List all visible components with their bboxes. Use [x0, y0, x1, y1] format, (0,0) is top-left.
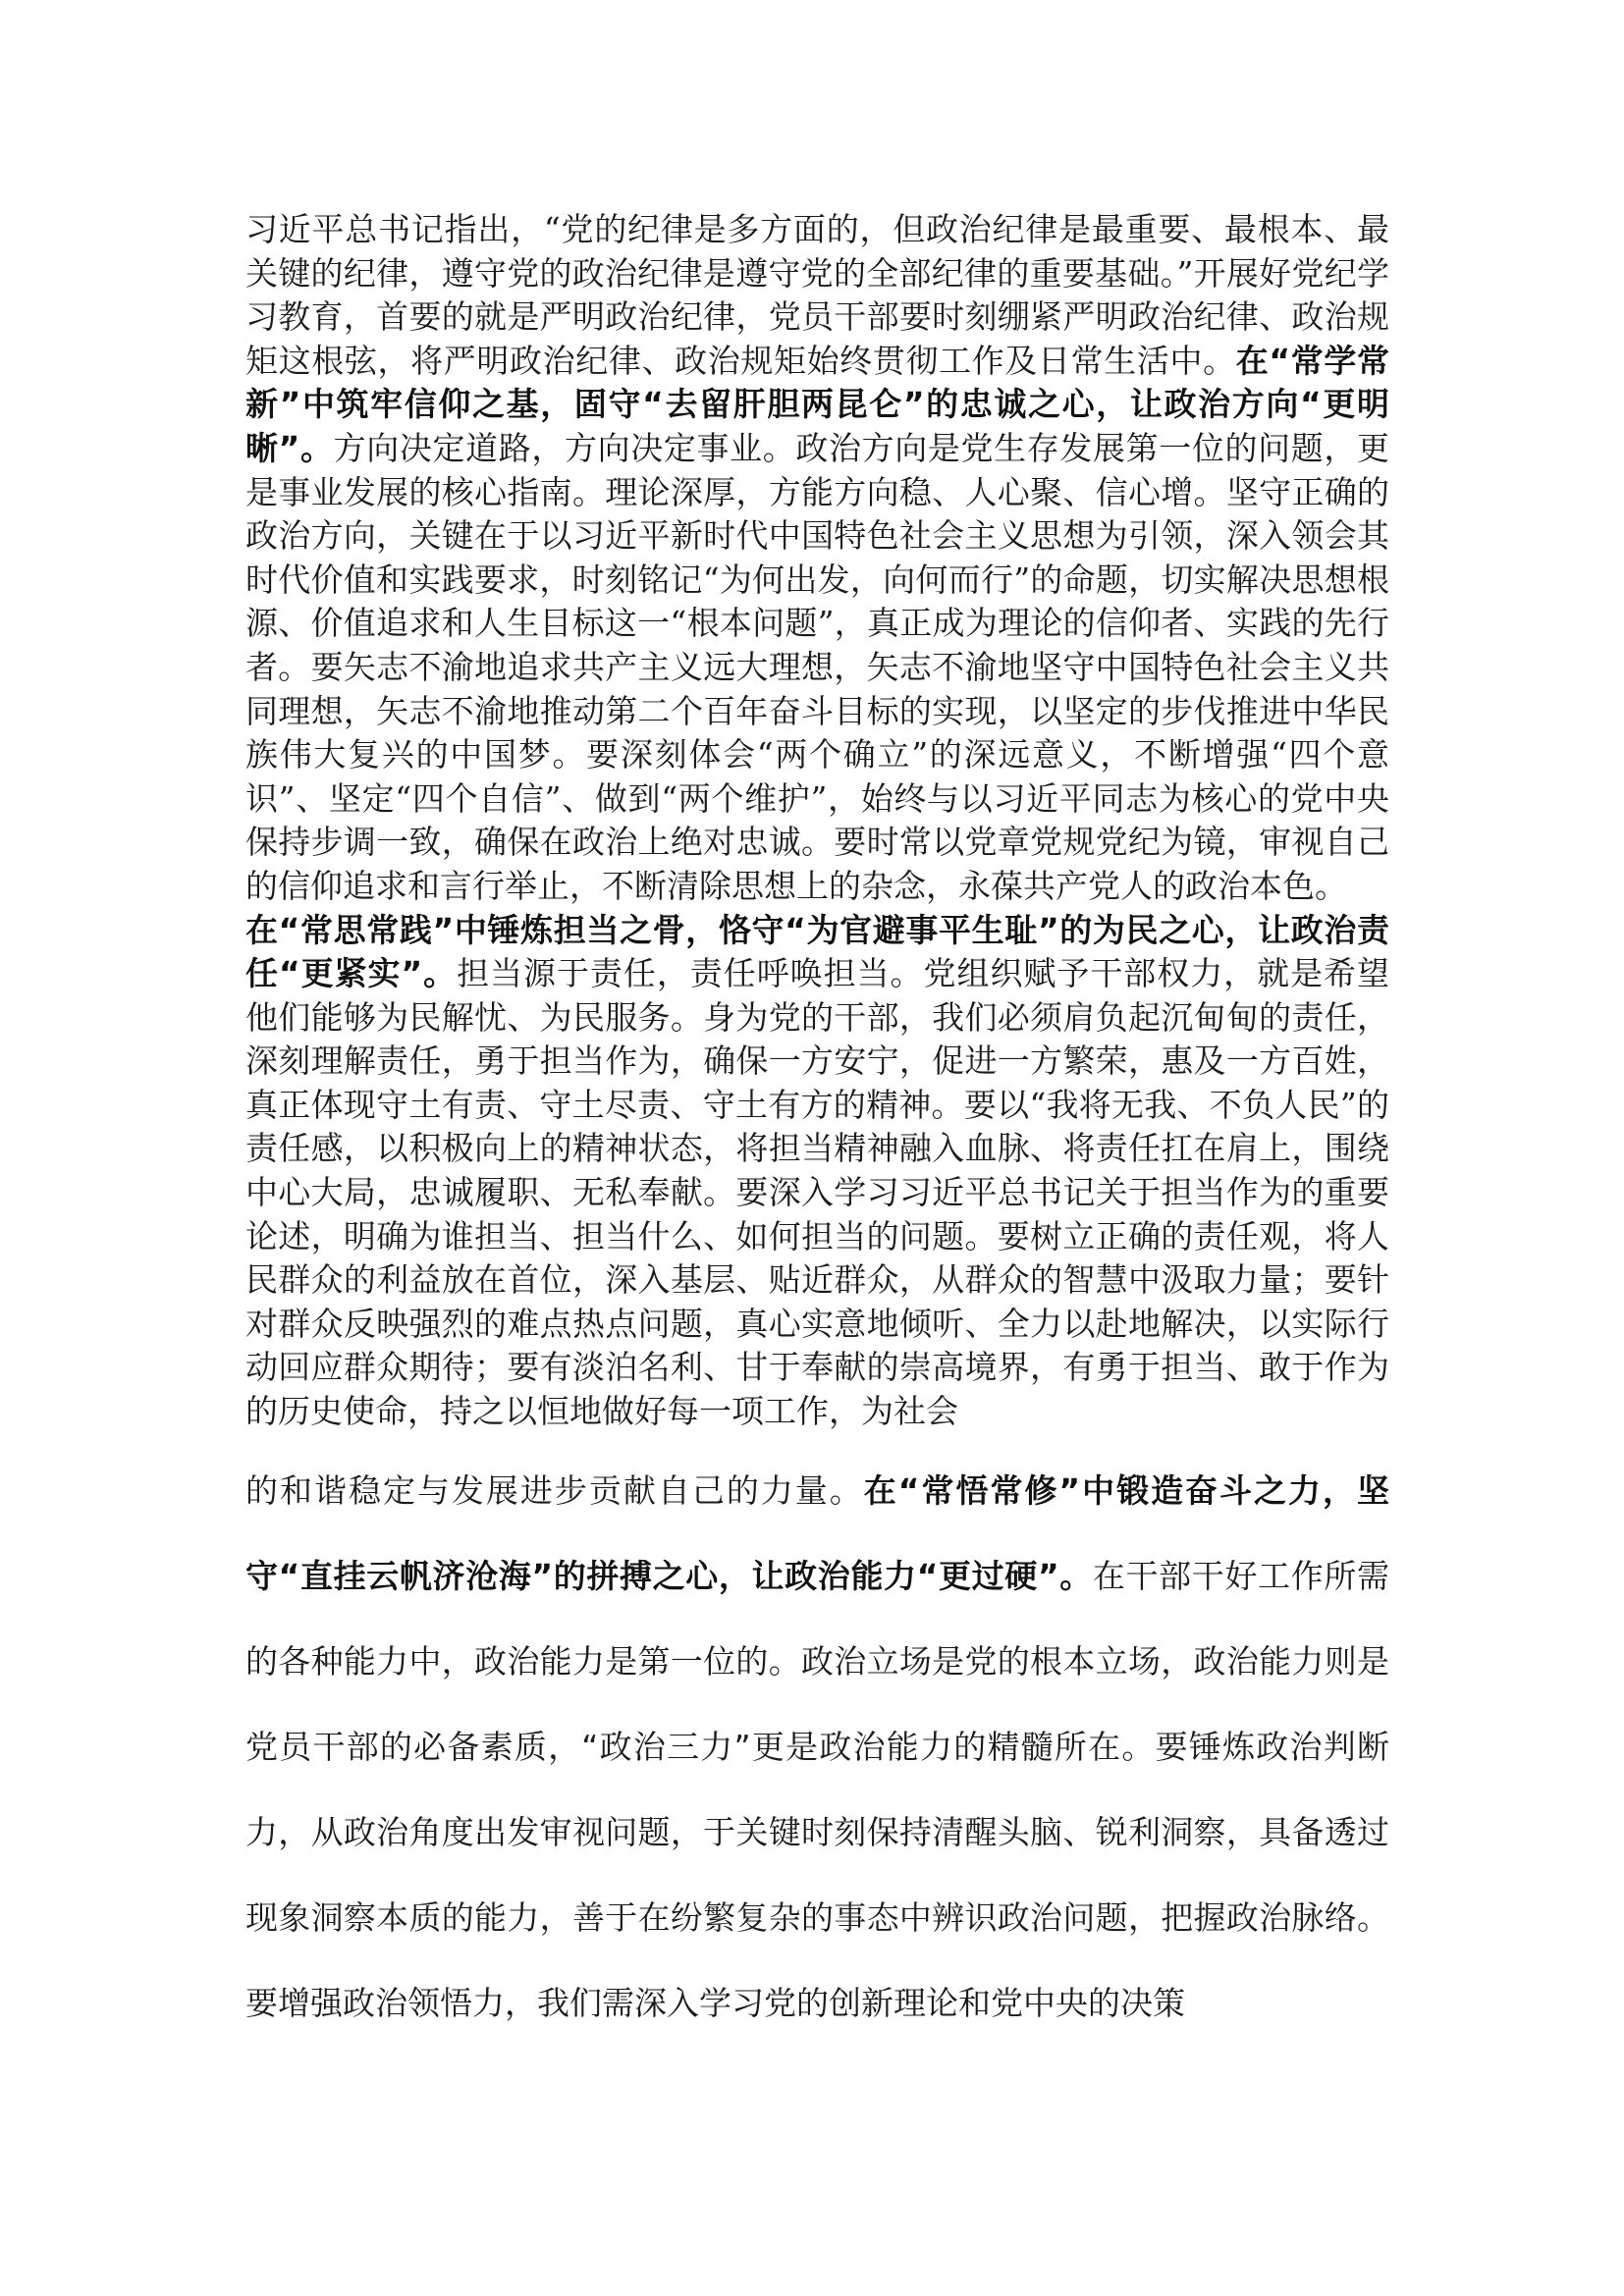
paragraph-political-direction: [245, 208, 1389, 909]
intro-text: 习近平总书记指出，“党的纪律是多方面的，但政治纪律是最重要、最根本、最关键的纪律，遵守党的政治纪律是遵守党的全部纪律的重要基础。”开展好党纪学习教育，首要的就是严明政治纪律，党员干部要时刻绷紧严明政治纪律、政治规矩这根弦，将严明政治纪律、政治规矩始终贯彻工作及日常生活中。: [245, 210, 1389, 380]
paragraph-political-ability: [245, 1448, 1389, 2046]
section-body-ability: 在干部干好工作所需的各种能力中，政治能力是第一位的。政治立场是党的根本立场，政治能力则是党员干部的必备素质，“政治三力”更是政治能力的精髓所在。要锤炼政治判断力，从政治角度出发审视问题，于关键时刻保持清醒头脑、锐利洞察，具备透过现象洞察本质的能力，善于在纷繁复杂的事态中辨识政治问题，把握政治脉络。要增强政治领悟力，我们需深入学习党的创新理论和党中央的决策: [245, 1556, 1389, 2022]
section-body-responsibility: 担当源于责任，责任呼唤担当。党组织赋予干部权力，就是希望他们能够为民解忧、为民服务。身为党的干部，我们必须肩负起沉甸甸的责任，深刻理解责任，勇于担当作为，确保一方安宁，促进一方繁荣，惠及一方百姓，真正体现守土有责、守土尽责、守土有方的精神。要以“我将无我、不负人民”的责任感，以积极向上的精神状态，将担当精神融入血脉、将责任扛在肩上，围绕中心大局，忠诚履职、无私奉献。要深入学习习近平总书记关于担当作为的重要论述，明确为谁担当、担当什么、如何担当的问题。要树立正确的责任观，将人民群众的利益放在首位，深入基层、贴近群众，从群众的智慧中汲取力量；要针对群众反映强烈的难点热点问题，真心实意地倾听、全力以赴地解决，以实际行动回应群众期待；要有淡泊名利、甘于奉献的崇高境界，有勇于担当、敢于作为的历史使命，持之以恒地做好每一项工作，为社会: [245, 954, 1389, 1431]
document-page: [245, 208, 1389, 2046]
section-body-direction: 方向决定道路，方向决定事业。政治方向是党生存发展第一位的问题，更是事业发展的核心指南。理论深厚，方能方向稳、人心聚、信心增。坚守正确的政治方向，关键在于以习近平新时代中国特色社会主义思想为引领，深入领会其时代价值和实践要求，时刻铭记“为何出发，向何而行”的命题，切实解决思想根源、价值追求和人生目标这一“根本问题”，真正成为理论的信仰者、实践的先行者。要矢志不渝地追求共产主义远大理想，矢志不渝地坚守中国特色社会主义共同理想，矢志不渝地推动第二个百年奋斗目标的实现，以坚定的步伐推进中华民族伟大复兴的中国梦。要深刻体会“两个确立”的深远意义，不断增强“四个意识”、坚定“四个自信”、做到“两个维护”，始终与以习近平同志为核心的党中央保持步调一致，确保在政治上绝对忠诚。要时常以党章党规党纪为镜，审视自己的信仰追求和言行举止，不断清除思想上的杂念，永葆共产党人的政治本色。: [245, 428, 1389, 905]
paragraph-political-responsibility: [245, 909, 1389, 1434]
section-heading-ability: 在“常悟常修”中锻造奋斗之力，坚守“直挂云帆济沧海”的拼搏之心，让政治能力“更过硬”。: [245, 1470, 1389, 1595]
section-heading-direction: 在“常学常新”中筑牢信仰之基，固守“去留肝胆两昆仑”的忠诚之心，让政治方向“更明晰”。: [245, 341, 1389, 467]
responsibility-continuation: 的和谐稳定与发展进步贡献自己的力量。: [245, 1470, 864, 1510]
section-heading-responsibility: 在“常思常践”中锤炼担当之骨，恪守“为官避事平生耻”的为民之心，让政治责任“更紧实”。: [245, 910, 1389, 993]
